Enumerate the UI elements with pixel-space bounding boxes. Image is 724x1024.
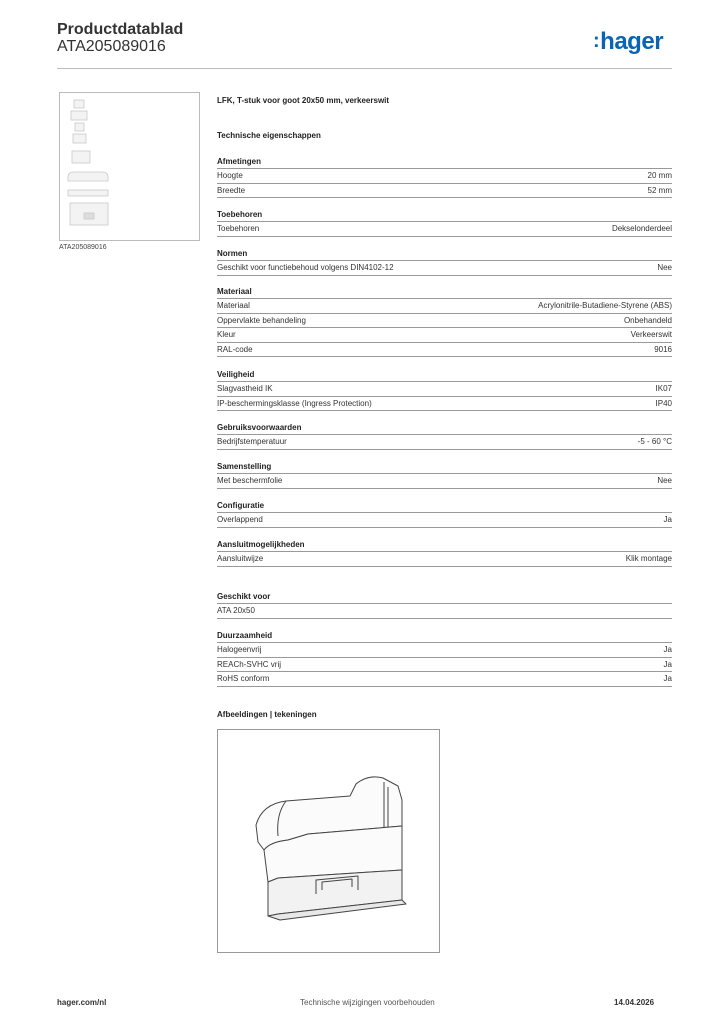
hager-logo: :hager bbox=[593, 28, 664, 55]
footer-disclaimer: Technische wijzigingen voorbehouden bbox=[300, 998, 435, 1007]
section-connection-options bbox=[217, 538, 672, 567]
product-thumbnail bbox=[59, 92, 200, 241]
section-dimensions bbox=[217, 155, 672, 198]
spec-label: Met beschermfolie bbox=[217, 476, 283, 485]
spec-value: Onbehandeld bbox=[623, 315, 672, 325]
section-title: Gebruiksvoorwaarden bbox=[217, 421, 672, 435]
spec-label: Materiaal bbox=[217, 301, 250, 310]
spec-label: Toebehoren bbox=[217, 224, 260, 233]
footer-website[interactable]: hager.com/nl bbox=[57, 998, 107, 1007]
spec-value: 52 mm bbox=[647, 185, 672, 195]
section-title: Aansluitmogelijkheden bbox=[217, 538, 672, 552]
spec-value: Ja bbox=[663, 659, 672, 669]
spec-label: IP-beschermingsklasse (Ingress Protection) bbox=[217, 398, 372, 408]
section-title: Configuratie bbox=[217, 499, 672, 513]
spec-value: Acrylonitrile-Butadiene-Styrene (ABS) bbox=[538, 301, 672, 310]
section-title: Veiligheid bbox=[217, 368, 672, 382]
spec-value: Verkeerswit bbox=[630, 330, 672, 340]
spec-label: Kleur bbox=[217, 330, 236, 340]
spec-label: RAL-code bbox=[217, 344, 253, 354]
spec-label: RoHS conform bbox=[217, 674, 270, 684]
section-material bbox=[217, 285, 672, 357]
section-safety bbox=[217, 368, 672, 411]
t-piece-line-drawing bbox=[218, 730, 439, 952]
spec-label: Halogeenvrij bbox=[217, 645, 262, 654]
spec-row bbox=[217, 382, 672, 397]
spec-value: -5 - 60 °C bbox=[637, 437, 672, 446]
spec-row bbox=[217, 343, 672, 358]
spec-label: Breedte bbox=[217, 185, 246, 195]
spec-value: Klik montage bbox=[625, 554, 672, 563]
spec-value: IP40 bbox=[655, 398, 672, 408]
product-number: ATA205089016 bbox=[57, 38, 166, 55]
section-configuration bbox=[217, 499, 672, 528]
section-title: Duurzaamheid bbox=[217, 629, 672, 643]
spec-value: Nee bbox=[657, 476, 672, 485]
section-title: Samenstelling bbox=[217, 460, 672, 474]
spec-row bbox=[217, 513, 672, 528]
spec-label: Oppervlakte behandeling bbox=[217, 315, 306, 325]
section-title: Toebehoren bbox=[217, 208, 672, 222]
spec-row bbox=[217, 397, 672, 412]
technical-properties-heading: Technische eigenschappen bbox=[217, 131, 321, 140]
spec-label: Overlappend bbox=[217, 515, 263, 524]
spec-row bbox=[217, 299, 672, 314]
spec-label: Hoogte bbox=[217, 171, 243, 180]
product-title: LFK, T-stuk voor goot 20x50 mm, verkeerswit bbox=[217, 96, 390, 105]
spec-row bbox=[217, 643, 672, 658]
spec-value: 20 mm bbox=[647, 171, 672, 180]
spec-row bbox=[217, 474, 672, 489]
section-suitable-for bbox=[217, 590, 672, 619]
spec-row bbox=[217, 672, 672, 687]
section-title: Geschikt voor bbox=[217, 590, 672, 604]
spec-row bbox=[217, 552, 672, 567]
spec-value: IK07 bbox=[655, 384, 672, 393]
product-drawing bbox=[217, 729, 440, 953]
spec-row bbox=[217, 604, 672, 619]
spec-value: Ja bbox=[663, 645, 672, 654]
spec-label: REACh-SVHC vrij bbox=[217, 659, 282, 669]
spec-row bbox=[217, 658, 672, 673]
spec-label: Geschikt voor functiebehoud volgens DIN4102-12 bbox=[217, 263, 394, 272]
spec-value: 9016 bbox=[654, 344, 672, 354]
section-composition bbox=[217, 460, 672, 489]
spec-row bbox=[217, 261, 672, 276]
logo-text: hager bbox=[600, 28, 664, 55]
section-sustainability bbox=[217, 629, 672, 687]
spec-row bbox=[217, 169, 672, 184]
section-title: Afmetingen bbox=[217, 155, 672, 169]
spec-value: Ja bbox=[663, 515, 672, 524]
spec-label: Slagvastheid IK bbox=[217, 384, 273, 393]
spec-value: Ja bbox=[663, 674, 672, 684]
header-divider bbox=[57, 68, 672, 69]
spec-row bbox=[217, 328, 672, 343]
footer-date: 14.04.2026 bbox=[614, 998, 655, 1007]
spec-label: Bedrijfstemperatuur bbox=[217, 437, 287, 446]
spec-label: ATA 20x50 bbox=[217, 606, 255, 615]
spec-row bbox=[217, 222, 672, 237]
section-operating-conditions bbox=[217, 421, 672, 450]
section-title: Normen bbox=[217, 247, 672, 261]
spec-value: Dekselonderdeel bbox=[611, 224, 672, 233]
section-standards bbox=[217, 247, 672, 276]
spec-label: Aansluitwijze bbox=[217, 554, 264, 563]
exploded-parts-image bbox=[60, 93, 199, 240]
spec-row bbox=[217, 184, 672, 199]
spec-row bbox=[217, 314, 672, 329]
thumbnail-caption: ATA205089016 bbox=[59, 244, 107, 251]
section-accessories bbox=[217, 208, 672, 237]
spec-value: Nee bbox=[657, 263, 672, 272]
images-heading: Afbeeldingen | tekeningen bbox=[217, 710, 317, 719]
spec-row bbox=[217, 435, 672, 450]
page-title: Productdatablad bbox=[57, 21, 184, 38]
section-title: Materiaal bbox=[217, 285, 672, 299]
